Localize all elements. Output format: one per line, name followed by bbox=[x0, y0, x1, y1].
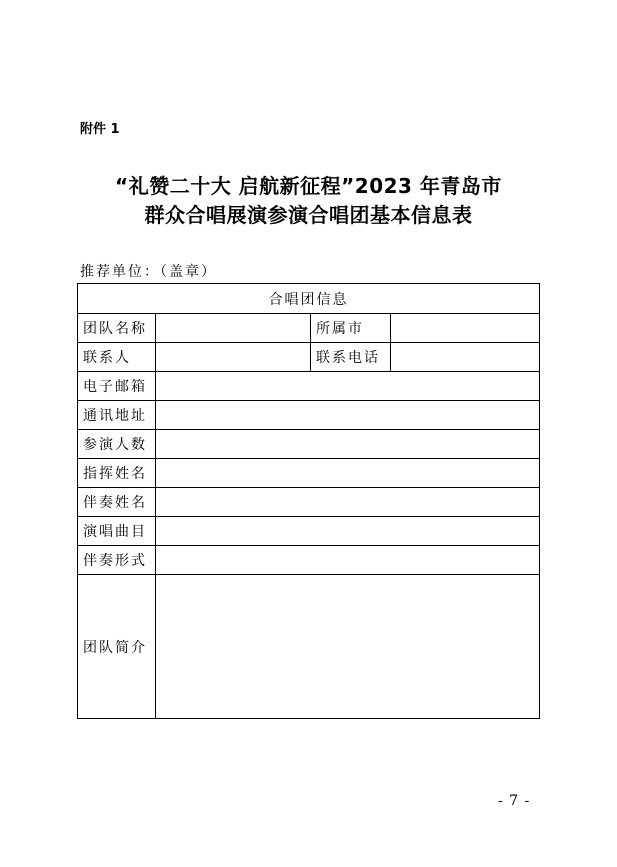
address-field[interactable] bbox=[156, 401, 540, 430]
email-label: 电子邮箱 bbox=[78, 372, 156, 401]
repertoire-field[interactable] bbox=[156, 517, 540, 546]
conductor-field[interactable] bbox=[156, 459, 540, 488]
city-label: 所属市 bbox=[311, 314, 391, 343]
table-header: 合唱团信息 bbox=[78, 284, 540, 314]
city-field[interactable] bbox=[391, 314, 540, 343]
repertoire-label: 演唱曲目 bbox=[78, 517, 156, 546]
table-row bbox=[78, 401, 540, 430]
table-row bbox=[78, 343, 540, 372]
page-number: - 7 - bbox=[498, 793, 531, 809]
accompaniment-field[interactable] bbox=[156, 546, 540, 575]
attachment-label: 附件 1 bbox=[80, 122, 120, 137]
email-field[interactable] bbox=[156, 372, 540, 401]
phone-label: 联系电话 bbox=[311, 343, 391, 372]
accompaniment-label: 伴奏形式 bbox=[78, 546, 156, 575]
address-label: 通讯地址 bbox=[78, 401, 156, 430]
recommender-label: 推荐单位：（盖章） bbox=[80, 264, 217, 280]
intro-field[interactable] bbox=[156, 575, 540, 719]
members-field[interactable] bbox=[156, 430, 540, 459]
document-title-line-2: 群众合唱展演参演合唱团基本信息表 bbox=[144, 203, 473, 227]
table-row bbox=[78, 575, 540, 719]
table-row bbox=[78, 372, 540, 401]
team-name-label: 团队名称 bbox=[78, 314, 156, 343]
table-row bbox=[78, 488, 540, 517]
intro-label: 团队简介 bbox=[78, 575, 156, 719]
table-row bbox=[78, 459, 540, 488]
document-title-line-1: “礼赞二十大 启航新征程”2023 年青岛市 bbox=[115, 174, 502, 198]
table-header-row bbox=[78, 284, 540, 314]
accompanist-label: 伴奏姓名 bbox=[78, 488, 156, 517]
phone-field[interactable] bbox=[391, 343, 540, 372]
table-row bbox=[78, 430, 540, 459]
table-row bbox=[78, 546, 540, 575]
accompanist-field[interactable] bbox=[156, 488, 540, 517]
table-row bbox=[78, 517, 540, 546]
choir-info-table bbox=[77, 283, 540, 719]
table-row bbox=[78, 314, 540, 343]
conductor-label: 指挥姓名 bbox=[78, 459, 156, 488]
contact-field[interactable] bbox=[156, 343, 311, 372]
team-name-field[interactable] bbox=[156, 314, 311, 343]
contact-label: 联系人 bbox=[78, 343, 156, 372]
members-label: 参演人数 bbox=[78, 430, 156, 459]
